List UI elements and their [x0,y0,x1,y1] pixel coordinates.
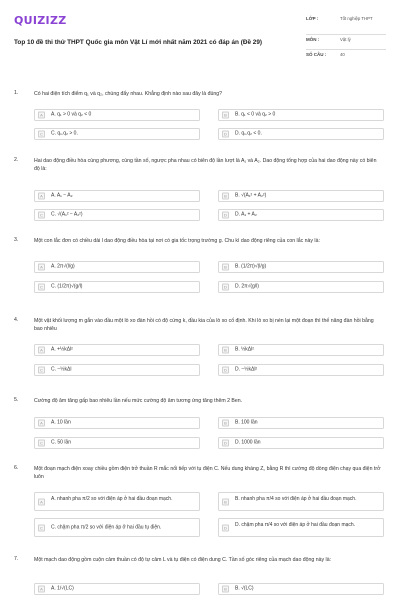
option-text: D. A₁ + A₂ [235,211,257,218]
option-letter-badge: A [38,498,45,505]
meta-value-count: 40 [340,52,345,57]
option-a[interactable] [34,109,200,121]
meta-row-grade [306,14,386,35]
option-c[interactable] [34,437,200,449]
option-b[interactable] [218,583,384,595]
question-number: 7. [14,556,19,562]
option-text: A. +½kΔl² [51,346,73,353]
option-text: C. (1/2π)√(g/l) [51,283,83,290]
option-d[interactable] [218,209,384,221]
option-c[interactable] [34,209,200,221]
option-letter-badge: A [38,112,45,119]
option-letter-badge: B [222,112,229,119]
option-letter-badge: D [222,131,229,138]
option-d[interactable] [218,518,384,537]
question-text: Hai dao động điều hòa cùng phương, cùng tần số, ngược pha nhau có biên độ lần lượt là A₁ và A₂. Dao động tổng hợp của hai dao động này có biên độ là: [34,158,377,172]
option-text: B. √(LC) [235,585,254,592]
option-d[interactable] [218,128,384,140]
question-text: Một mạch dao động gồm cuộn cảm thuần có độ tự cảm L và tụ điện có điện dung C. Tần số góc riêng của mạch dao động này là: [34,557,332,563]
option-text: D. −½kΔl² [235,366,258,373]
meta-value-subject: Vật lý [340,37,351,42]
option-letter-badge: B [222,264,229,271]
option-a[interactable] [34,417,200,429]
option-text: B. ½kΔl² [235,346,254,353]
option-text: B. √(A₁² + A₂²) [235,192,267,199]
question-number: 5. [14,397,19,403]
option-letter-badge: C [38,524,45,531]
option-b[interactable] [218,190,384,202]
meta-label-subject: MÔN : [306,37,320,42]
question-3 [14,237,386,305]
question-number: 1. [14,90,19,96]
question-4 [14,317,386,387]
question-1 [14,90,386,146]
option-a[interactable] [34,344,200,356]
question-number: 6. [14,465,19,471]
meta-label-count: SỐ CÂU : [306,52,327,57]
option-text: C. −½kΔl [51,366,72,373]
option-text: A. A₁ − A₂ [51,192,73,199]
option-a[interactable] [34,261,200,273]
option-text: A. 1/√(LC) [51,585,74,592]
option-b[interactable] [218,492,384,511]
option-c[interactable] [34,281,200,293]
option-a[interactable] [34,583,200,595]
option-letter-badge: A [38,347,45,354]
option-c[interactable] [34,364,200,376]
option-text: B. (1/2π)√(l/g) [235,263,267,270]
question-text: Một vật khối lượng m gắn vào đầu một lò xo đàn hồi có độ cứng k, đầu kia của lò xo cố định. Khi lò xo bị nén lại một đoạn thì thế năng đàn hồi bằng bao nhiêu [34,318,374,332]
option-text: C. q₁.q₂ > 0. [51,130,78,137]
option-letter-badge: D [222,284,229,291]
option-text: A. nhanh pha π/2 so với điện áp ở hai đầu đoạn mạch. [51,496,173,502]
option-letter-badge: C [38,440,45,447]
option-letter-badge: C [38,367,45,374]
option-text: C. chậm pha π/2 so với điện áp ở hai đầu tụ điện. [51,524,162,530]
option-text: B. nhanh pha π/4 so với điện áp ở hai đầu đoạn mạch. [235,496,357,502]
option-b[interactable] [218,261,384,273]
option-text: D. 2π√(g/l) [235,283,259,290]
option-a[interactable] [34,190,200,202]
option-text: A. 2π√(l/g) [51,263,75,270]
option-letter-badge: A [38,586,45,593]
option-letter-badge: B [222,420,229,427]
option-b[interactable] [218,344,384,356]
option-b[interactable] [218,109,384,121]
question-6 [14,465,386,551]
option-text: D. chậm pha π/4 so với điện áp ở hai đầu đoạn mạch. [235,522,356,528]
option-letter-badge: B [222,586,229,593]
worksheet-meta [306,14,386,64]
option-d[interactable] [218,437,384,449]
option-text: D. q₁.q₂ < 0. [235,130,262,137]
option-d[interactable] [218,364,384,376]
option-c[interactable] [34,128,200,140]
question-7 [14,556,386,600]
option-letter-badge: B [222,498,229,505]
question-text: Một đoạn mạch điện xoay chiều gồm điện trở thuần R mắc nối tiếp với tụ điện C. Nếu dung kháng Z꜀ bằng R thì cường độ dòng điện chạy qua điện trở luôn [34,466,381,480]
option-text: A. 10 lần [51,419,71,426]
meta-label-grade: LỚP : [306,16,319,21]
option-text: B. 100 lần [235,419,258,426]
option-letter-badge: A [38,264,45,271]
question-text: Cường độ âm tăng gấp bao nhiêu lần nếu mức cường độ âm tương ứng tăng thêm 2 Ben. [34,398,243,404]
option-letter-badge: D [222,440,229,447]
question-number: 4. [14,317,19,323]
option-c[interactable] [34,518,200,537]
option-letter-badge: B [222,193,229,200]
question-5 [14,397,386,453]
meta-value-grade: Tốt nghiệp THPT [340,16,373,21]
option-letter-badge: A [38,193,45,200]
worksheet-header [14,14,386,70]
option-text: C. 50 lần [51,439,72,446]
option-text: C. √(A₁² − A₂²) [51,211,83,218]
meta-row-count [306,50,386,64]
option-letter-badge: D [222,212,229,219]
option-b[interactable] [218,417,384,429]
option-d[interactable] [218,281,384,293]
option-letter-badge: A [38,420,45,427]
option-a[interactable] [34,492,200,511]
question-2 [14,157,386,227]
option-letter-badge: D [222,524,229,531]
question-text: Một con lắc đơn có chiều dài l dao động điều hòa tại nơi có gia tốc trọng trường g. Chu kì dao động riêng của con lắc này là: [34,238,320,244]
option-text: B. q₁ < 0 và q₂ > 0 [235,111,276,118]
option-text: A. q₁ > 0 và q₂ < 0 [51,111,92,118]
option-text: D. 1000 lần [235,439,261,446]
worksheet-title: Top 10 đề thi thử THPT Quốc gia môn Vật Lí mới nhất năm 2021 có đáp án (Đề 29) [14,39,263,46]
option-letter-badge: D [222,367,229,374]
question-number: 3. [14,237,19,243]
meta-row-subject [306,35,386,50]
quizizz-logo: QUIZIZZ [14,14,67,27]
question-text: Có hai điện tích điểm q₁ và q₂, chúng đẩy nhau. Khẳng định nào sau đây là đúng? [34,91,223,97]
option-letter-badge: C [38,212,45,219]
option-letter-badge: B [222,347,229,354]
option-letter-badge: C [38,284,45,291]
option-letter-badge: C [38,131,45,138]
question-number: 2. [14,157,19,163]
